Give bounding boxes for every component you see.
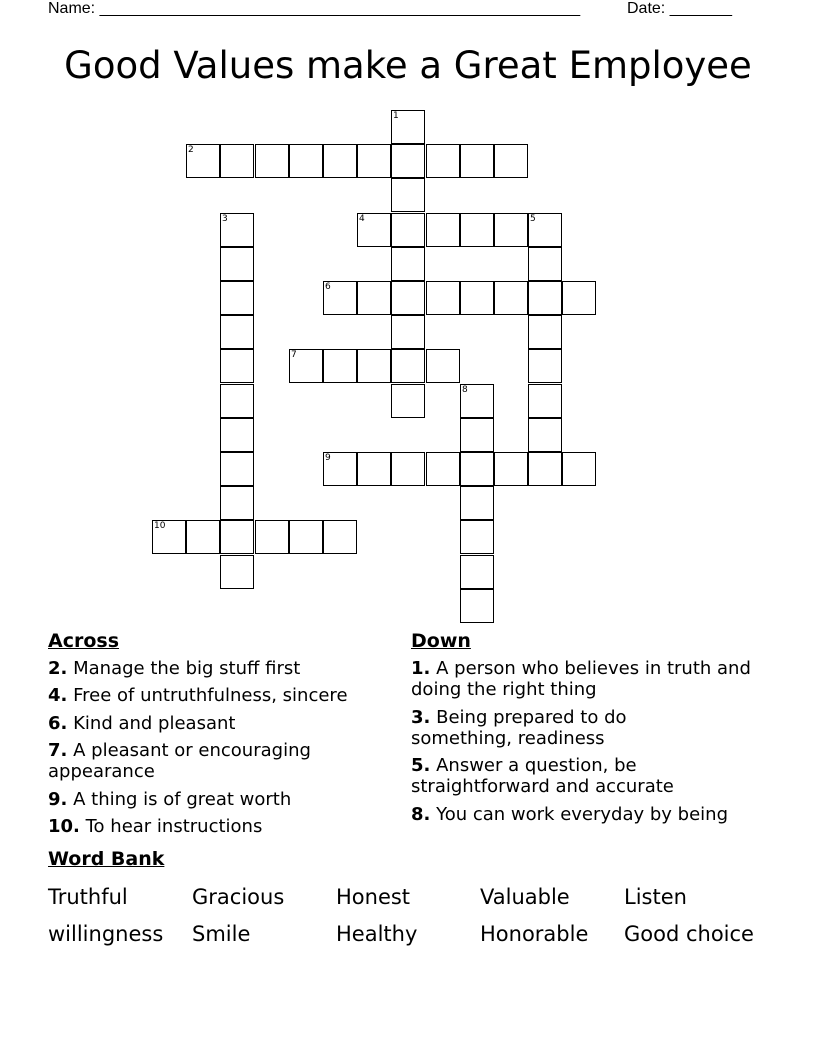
page-title: Good Values make a Great Employee xyxy=(64,44,752,87)
grid-cell xyxy=(357,213,391,247)
down-clue xyxy=(411,755,731,797)
clue-number-label: 10 xyxy=(154,521,166,531)
clue-number-label: 1 xyxy=(393,111,399,121)
word-bank-word: willingness xyxy=(48,922,164,946)
name-field: Name: ______________________________________________________ xyxy=(48,0,581,17)
grid-cell xyxy=(186,144,220,178)
clue-text: A thing is of great worth xyxy=(73,789,292,810)
grid-cell xyxy=(426,213,460,247)
clue-number-label: 8 xyxy=(462,385,468,395)
grid-cell xyxy=(220,555,254,589)
grid-cell xyxy=(289,349,323,383)
grid-cell xyxy=(391,247,425,281)
grid-cell xyxy=(289,520,323,554)
grid-cell xyxy=(220,452,254,486)
down-heading: Down xyxy=(411,630,471,652)
grid-cell xyxy=(494,144,528,178)
clue-number-label: 5 xyxy=(530,214,536,224)
grid-cell xyxy=(357,144,391,178)
across-clue xyxy=(48,658,388,679)
grid-cell xyxy=(323,452,357,486)
word-bank-word: Truthful xyxy=(48,885,128,909)
grid-cell xyxy=(460,281,494,315)
grid-cell xyxy=(528,349,562,383)
grid-cell xyxy=(220,281,254,315)
word-bank-word: Healthy xyxy=(336,922,418,946)
grid-cell xyxy=(528,315,562,349)
grid-cell xyxy=(494,281,528,315)
grid-cell xyxy=(391,452,425,486)
clue-text: Free of untruthfulness, sincere xyxy=(73,685,348,706)
across-clue xyxy=(48,713,388,734)
clue-number-label: 4 xyxy=(359,214,365,224)
grid-cell xyxy=(391,178,425,212)
clue-text: To hear instructions xyxy=(85,816,263,837)
date-field: Date: _______ xyxy=(627,0,732,17)
grid-cell xyxy=(323,144,357,178)
grid-cell xyxy=(255,144,289,178)
grid-cell xyxy=(562,452,596,486)
clue-number-label: 9 xyxy=(325,453,331,463)
grid-cell xyxy=(391,213,425,247)
grid-cell xyxy=(460,486,494,520)
grid-cell xyxy=(426,452,460,486)
clue-number: 1. xyxy=(411,658,431,679)
grid-cell xyxy=(323,281,357,315)
grid-cell xyxy=(391,384,425,418)
clue-number-label: 2 xyxy=(188,145,194,155)
grid-cell xyxy=(186,520,220,554)
word-bank-heading: Word Bank xyxy=(48,848,165,870)
clue-text: Being prepared to do something, readiness xyxy=(411,707,627,749)
down-clue xyxy=(411,658,751,700)
grid-cell xyxy=(220,486,254,520)
grid-cell xyxy=(528,281,562,315)
clue-number-label: 3 xyxy=(222,214,228,224)
clue-number: 9. xyxy=(48,789,68,810)
clue-number: 6. xyxy=(48,713,68,734)
clue-text: A person who believes in truth and doing the right thing xyxy=(411,658,751,700)
grid-cell xyxy=(494,452,528,486)
grid-cell xyxy=(152,520,186,554)
down-clue xyxy=(411,804,771,825)
clue-text: Manage the big stuff first xyxy=(73,658,301,679)
grid-cell xyxy=(426,281,460,315)
grid-cell xyxy=(460,213,494,247)
clue-number: 3. xyxy=(411,707,431,728)
grid-cell xyxy=(460,555,494,589)
grid-cell xyxy=(460,452,494,486)
grid-cell xyxy=(289,144,323,178)
word-bank-word: Gracious xyxy=(192,885,285,909)
clue-number: 4. xyxy=(48,685,68,706)
grid-cell xyxy=(494,213,528,247)
grid-cell xyxy=(357,281,391,315)
grid-cell xyxy=(460,384,494,418)
grid-cell xyxy=(528,247,562,281)
grid-cell xyxy=(323,349,357,383)
word-bank-word: Listen xyxy=(624,885,687,909)
word-bank-word: Valuable xyxy=(480,885,570,909)
word-bank-word: Smile xyxy=(192,922,251,946)
across-clue xyxy=(48,789,388,810)
clue-number-label: 6 xyxy=(325,282,331,292)
clue-text: You can work everyday by being xyxy=(436,804,729,825)
grid-cell xyxy=(528,384,562,418)
word-bank-word: Honorable xyxy=(480,922,589,946)
clue-number: 7. xyxy=(48,740,68,761)
grid-cell xyxy=(391,281,425,315)
grid-cell xyxy=(460,144,494,178)
grid-cell xyxy=(528,213,562,247)
clue-text: A pleasant or encouraging appearance xyxy=(48,740,311,782)
grid-cell xyxy=(562,281,596,315)
grid-cell xyxy=(220,247,254,281)
grid-cell xyxy=(220,418,254,452)
grid-cell xyxy=(528,452,562,486)
clue-number: 8. xyxy=(411,804,431,825)
grid-cell xyxy=(357,452,391,486)
grid-cell xyxy=(220,384,254,418)
down-clue xyxy=(411,707,711,749)
grid-cell xyxy=(220,520,254,554)
clue-number: 10. xyxy=(48,816,80,837)
grid-cell xyxy=(220,315,254,349)
grid-cell xyxy=(426,144,460,178)
grid-cell xyxy=(220,144,254,178)
grid-cell xyxy=(460,418,494,452)
across-clue xyxy=(48,740,348,782)
across-clue xyxy=(48,816,388,837)
clue-number-label: 7 xyxy=(291,350,297,360)
word-bank-word: Good choice xyxy=(624,922,754,946)
grid-cell xyxy=(220,349,254,383)
word-bank-word: Honest xyxy=(336,885,411,909)
grid-cell xyxy=(220,213,254,247)
clue-text: Answer a question, be straightforward and accurate xyxy=(411,755,674,797)
clue-number: 2. xyxy=(48,658,68,679)
grid-cell xyxy=(323,520,357,554)
grid-cell xyxy=(255,520,289,554)
grid-cell xyxy=(391,144,425,178)
across-heading: Across xyxy=(48,630,120,652)
grid-cell xyxy=(391,315,425,349)
grid-cell xyxy=(528,418,562,452)
clue-number: 5. xyxy=(411,755,431,776)
grid-cell xyxy=(391,110,425,144)
grid-cell xyxy=(460,520,494,554)
grid-cell xyxy=(391,349,425,383)
clue-text: Kind and pleasant xyxy=(73,713,236,734)
grid-cell xyxy=(357,349,391,383)
grid-cell xyxy=(460,589,494,623)
grid-cell xyxy=(426,349,460,383)
across-clue xyxy=(48,685,388,706)
